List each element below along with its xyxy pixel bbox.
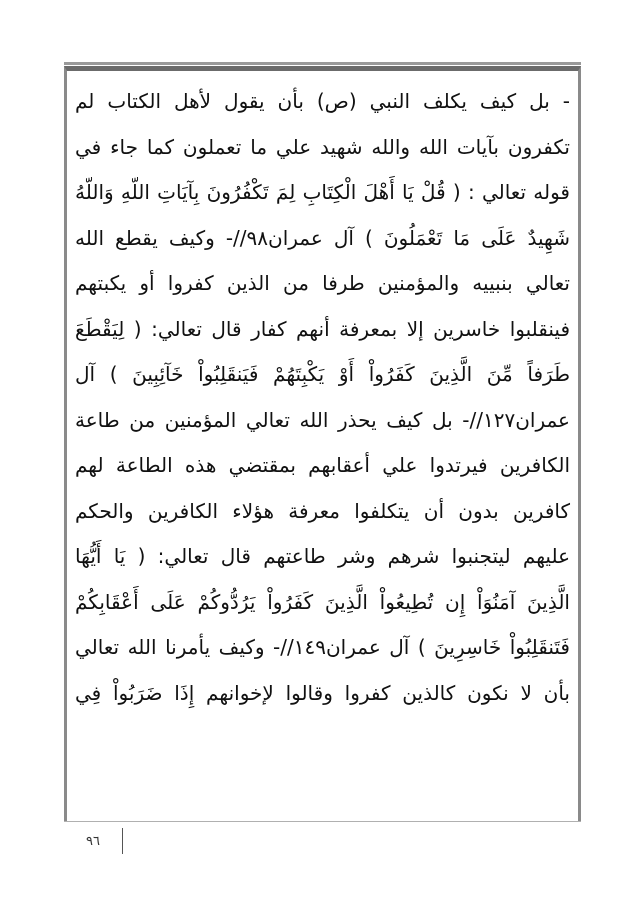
text-line: طَرَفاً مِّنَ الَّذِينَ كَفَرُواْ أَوْ يَكْبِتَهُمْ فَيَنقَلِبُواْ خَآئِبِينَ ) آل (75, 362, 570, 386)
text-line: عليهم ليتجنبوا شرهم وشر طاعتهم قال تعالي: ( يَا أَيُّهَا (75, 544, 570, 568)
text-body (67, 79, 578, 716)
text-line: كافرين بدون أن يتكلفوا معرفة هؤلاء الكافرين والحكم (75, 498, 570, 523)
text-line: تكفرون بآيات الله والله شهيد علي ما تعملون كما جاء في (75, 134, 570, 159)
text-line: الَّذِينَ آمَنُوَاْ إِن تُطِيعُواْ الَّذِينَ كَفَرُواْ يَرُدُّوكُمْ عَلَى أَعْقَابِكُمْ (75, 589, 570, 614)
text-line: شَهِيدٌ عَلَى مَا تَعْمَلُونَ ) آل عمران٩٨//- وكيف يقطع الله (75, 225, 570, 250)
page-number: ٩٦ (86, 834, 100, 849)
text-line: قوله تعالي : ( قُلْ يَا أَهْلَ الْكِتَابِ لِمَ تَكْفُرُونَ بِآيَاتِ اللّهِ وَاللّهُ (75, 180, 570, 204)
footer-rule (64, 821, 581, 822)
text-line: الكافرين فيرتدوا علي أعقابهم بمقتضي هذه الطاعة لهم (75, 453, 570, 477)
text-line: فَتَنقَلِبُواْ خَاسِرِينَ ) آل عمران١٤٩//- وكيف يأمرنا الله تعالي (75, 635, 570, 659)
text-line: عمران١٢٧//- بل كيف يحذر الله تعالي المؤمنين من طاعة (75, 407, 570, 432)
text-line: بأن لا نكون كالذين كفروا وقالوا لإخوانهم إِذَا ضَرَبُواْ فِي (75, 680, 570, 705)
page-frame (64, 66, 581, 822)
page-number-divider (122, 828, 123, 854)
text-line: تعالي بنبييه والمؤمنين طرفا من الذين كفروا أو يكبتهم (75, 271, 570, 295)
text-line: - بل كيف يكلف النبي (ص) بأن يقول لأهل الكتاب لم (75, 89, 570, 113)
text-line: فينقلبوا خاسرين إلا بمعرفة أنهم كفار قال تعالي: ( لِيَقْطَعَ (75, 316, 570, 341)
